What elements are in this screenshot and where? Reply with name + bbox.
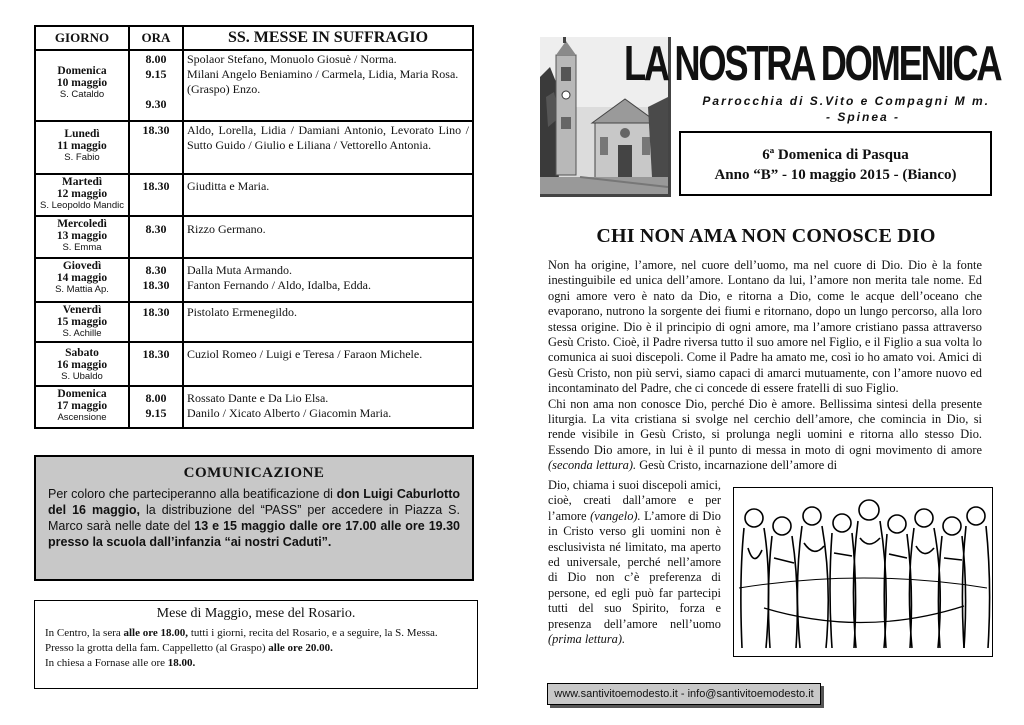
- comunicazione-bold-part: don Luigi Caburlotto del 16 maggio,: [48, 487, 461, 517]
- day-name: Martedì: [61, 176, 103, 188]
- parish-place: - Spinea -: [825, 110, 900, 124]
- article-body: [548, 258, 982, 474]
- day-date: 14 maggio: [56, 272, 108, 284]
- rosario-text: Presso la grotta della fam. Cappelletto (al Graspo): [45, 642, 269, 654]
- day-name: Domenica: [57, 65, 107, 77]
- mass-time: 8.00: [145, 391, 167, 405]
- date-box: [679, 131, 992, 196]
- liturgical-day: 6ª Domenica di Pasqua: [762, 147, 909, 163]
- day-saint: S. Mattia Ap.: [55, 284, 109, 295]
- rosario-bold: alle ore 20.00.: [268, 642, 333, 654]
- mass-names: Aldo, Lorella, Lidia / Damiani Antonio, Levorato Lino / Sutto Guido / Giulio e Liliana / Vettorello Antonia.: [187, 123, 469, 152]
- col-giorno: GIORNO: [35, 26, 129, 50]
- day-date: 12 maggio: [56, 188, 108, 200]
- table-row: [35, 216, 473, 258]
- table-row: [35, 302, 473, 342]
- rosario-text: In chiesa a Fornase alle ore: [45, 657, 168, 669]
- day-date: 11 maggio: [57, 140, 107, 152]
- mass-time: 18.30: [142, 347, 170, 361]
- day-saint: Ascensione: [57, 412, 107, 423]
- day-saint: S. Fabio: [64, 152, 100, 163]
- mass-time: 9.30: [145, 97, 167, 111]
- table-row: [35, 174, 473, 216]
- rosario-box: [34, 600, 478, 689]
- disciples-drawing: [734, 488, 992, 656]
- article-body-continued: [548, 478, 721, 647]
- day-date: 10 maggio: [56, 77, 108, 89]
- day-name: Mercoledì: [57, 218, 107, 230]
- article-citation: (seconda lettura).: [548, 458, 637, 473]
- mass-time: 18.30: [142, 123, 170, 137]
- comunicazione-text: [48, 486, 460, 550]
- article-text: Gesù Cristo, incarnazione dell’amore di: [636, 458, 838, 473]
- mass-names: (Graspo) Enzo.: [187, 82, 261, 96]
- mass-time: 18.30: [142, 278, 170, 292]
- table-row: [35, 121, 473, 174]
- mass-names: Fanton Fernando / Aldo, Idalba, Edda.: [187, 278, 371, 292]
- masthead-title: LA NOSTRA DOMENICA: [624, 37, 1001, 91]
- rosario-line: [45, 656, 467, 671]
- day-name: Venerdì: [62, 304, 102, 316]
- col-suffragio: SS. MESSE IN SUFFRAGIO: [183, 26, 473, 50]
- mass-names: Giuditta e Maria.: [187, 179, 270, 193]
- article-text: L’amore di Dio in Cristo verso gli uomini non è esclusivista né limitato, ma aperto ed universale, perché nell’amore di Dio non c’è preferenza di persone, ed egli può far partecipi tutti del suo Spirito, forza e presenza dell’amore nell’uomo: [548, 508, 721, 631]
- mass-time: 9.15: [145, 67, 167, 81]
- rosario-title: Mese di Maggio, mese del Rosario.: [156, 606, 356, 621]
- article-text: Dio, chiama i suoi discepoli amici, cioè, creati dall’amore e per l’amore: [548, 478, 721, 523]
- mass-time: [133, 82, 179, 97]
- mass-names: Rizzo Germano.: [187, 222, 266, 236]
- day-date: 15 maggio: [56, 316, 108, 328]
- mass-names: Rossato Dante e Da Lio Elsa.: [187, 391, 329, 405]
- article-title: CHI NON AMA NON CONOSCE DIO: [596, 225, 936, 247]
- day-name: Domenica: [57, 388, 107, 400]
- rosario-text: In Centro, la sera: [45, 627, 124, 639]
- mass-time: 8.00: [145, 52, 167, 66]
- col-ora: ORA: [129, 26, 183, 50]
- article-citation: (vangelo).: [590, 508, 641, 523]
- day-name: Giovedì: [62, 260, 102, 272]
- day-saint: S. Emma: [62, 242, 102, 253]
- article-paragraph: [548, 397, 982, 474]
- table-row: [35, 258, 473, 302]
- rosario-line: [45, 641, 467, 656]
- comunicazione-text-part: la distribuzione del “PASS” per accedere in Piazza S. Marco sarà nelle date del: [48, 503, 460, 533]
- table-row: [35, 386, 473, 428]
- mass-time: 18.30: [142, 179, 170, 193]
- liturgical-date: Anno “B” - 10 maggio 2015 - (Bianco): [714, 167, 957, 183]
- mass-names: Danilo / Xicato Alberto / Giacomin Maria.: [187, 406, 392, 420]
- day-date: 13 maggio: [56, 230, 108, 242]
- day-saint: S. Achille: [62, 328, 102, 339]
- day-saint: S. Ubaldo: [61, 371, 103, 382]
- parish-name: Parrocchia di S.Vito e Compagni M m.: [702, 94, 990, 108]
- mass-time: 8.30: [145, 263, 167, 277]
- comunicazione-box: [34, 455, 474, 581]
- table-row: [35, 342, 473, 386]
- rosario-bold: alle ore 18.00,: [123, 627, 189, 639]
- day-name: Lunedì: [64, 128, 100, 140]
- comunicazione-title: COMUNICAZIONE: [183, 465, 325, 481]
- mass-time: 9.15: [145, 406, 167, 420]
- comunicazione-bold-part: 13 e 15 maggio dalle ore 17.00 alle ore 19.30 presso la scuola dall’infanzia “ai nostri Caduti”.: [48, 519, 460, 549]
- day-saint: S. Leopoldo Mandic: [40, 200, 124, 211]
- rosario-text: tutti i giorni, recita del Rosario, e a seguire, la S. Messa.: [188, 627, 438, 639]
- footer-website[interactable]: www.santivitoemodesto.it - info@santivitoemodesto.it: [547, 683, 821, 705]
- mass-names: Cuziol Romeo / Luigi e Teresa / Faraon Michele.: [187, 347, 423, 361]
- article-text: Chi non ama non conosce Dio, perché Dio è amore. Bellissima sintesi della presente liturgia. La vita cristiana si svolge nel cerchio dell’amore, che comincia in Dio, si rende visibile in Gesù Cristo, si prolunga negli uomini e ritorna allo stesso Dio. Essendo Dio amore, in lui è il punto di messa in moto di ogni movimento di amore: [548, 396, 982, 457]
- day-date: 17 maggio: [56, 400, 108, 412]
- mass-names: Milani Angelo Beniamino / Carmela, Lidia, Maria Rosa.: [187, 67, 459, 81]
- day-date: 16 maggio: [56, 359, 108, 371]
- article-paragraph: Non ha origine, l’amore, nel cuore dell’uomo, ma nel cuore di Dio. Dio è la fonte inestinguibile ed unica dell’amore. Lontano da lui, l’amore non merita tale nome. Ed ogni amore vero è nato da Dio, e ritorna a Dio, come le acque dell’oceano che evaporano, nutrono la sorgente dei fiumi e ritornano, dopo un lungo percorso, alla loro stessa origine. Dio è il principio di ogni amore, ma l’amore cristiano passa attraverso Gesù Cristo. Cioè, il Padre riversa tutto il suo amore nel Figlio, e il Figlio a sua volta lo comunica ai suoi discepoli. Come il Padre ha amato me, così io ho amato voi. Amici di Gesù Cristo, non più servi, siamo capaci di amarci mutuamente, con l’amore nuovo ed incontaminato del Padre, che ci concede di essere fratelli di suo Figlio.: [548, 258, 982, 396]
- rosario-line: [45, 626, 467, 641]
- disciples-illustration: [733, 487, 993, 657]
- day-saint: S. Cataldo: [59, 89, 105, 100]
- mass-time: 8.30: [145, 222, 167, 236]
- rosario-bold: 18.00.: [167, 657, 196, 669]
- mass-names: Spolaor Stefano, Monuolo Giosuè / Norma.: [187, 52, 397, 66]
- comunicazione-text-part: Per coloro che parteciperanno alla beatificazione di: [48, 487, 337, 501]
- table-row: [35, 50, 473, 121]
- article-citation: (prima lettura).: [548, 632, 626, 647]
- masses-table: [34, 25, 474, 429]
- day-name: Sabato: [65, 347, 99, 359]
- mass-names: Pistolato Ermenegildo.: [187, 305, 297, 319]
- mass-names: Dalla Muta Armando.: [187, 263, 292, 277]
- mass-time: 18.30: [142, 305, 170, 319]
